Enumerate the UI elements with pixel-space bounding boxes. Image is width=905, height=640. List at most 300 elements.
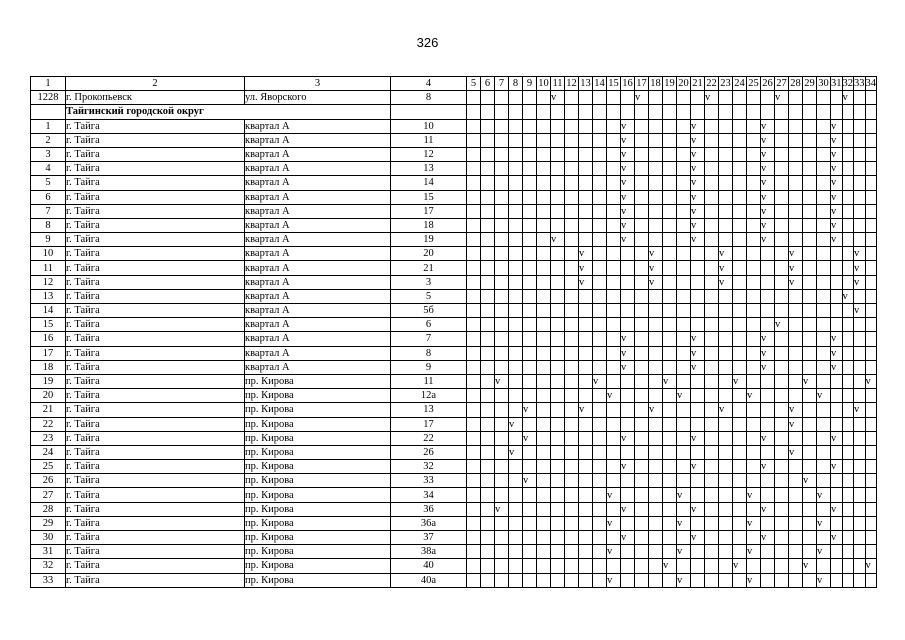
house-cell: 5 (391, 289, 467, 303)
house-cell: 12а (391, 389, 467, 403)
empty-cell (803, 119, 817, 133)
empty-cell (481, 531, 495, 545)
empty-cell (523, 233, 537, 247)
empty-cell (817, 559, 831, 573)
empty-cell (775, 261, 789, 275)
street-cell: ул. Яворского (245, 91, 391, 105)
empty-cell (775, 289, 789, 303)
house-cell: 33 (391, 474, 467, 488)
row-number: 31 (31, 545, 66, 559)
empty-cell (733, 431, 747, 445)
empty-cell (621, 261, 635, 275)
check-mark: v (621, 233, 635, 247)
empty-cell (649, 176, 663, 190)
table-row (31, 119, 877, 133)
empty-cell (607, 417, 621, 431)
empty-cell (593, 162, 607, 176)
empty-cell (677, 417, 691, 431)
empty-cell (842, 374, 854, 388)
empty-cell (854, 176, 866, 190)
empty-cell (565, 445, 579, 459)
empty-cell (663, 516, 677, 530)
empty-cell (593, 289, 607, 303)
street-cell: квартал А (245, 218, 391, 232)
empty-cell (593, 133, 607, 147)
row-number: 20 (31, 389, 66, 403)
check-mark: v (635, 91, 649, 105)
empty-cell (481, 545, 495, 559)
empty-cell (803, 360, 817, 374)
check-mark: v (761, 190, 775, 204)
empty-cell (775, 176, 789, 190)
check-mark: v (621, 162, 635, 176)
empty-cell (607, 502, 621, 516)
header-cell: 22 (706, 78, 717, 90)
empty-cell (579, 516, 593, 530)
empty-cell (663, 119, 677, 133)
empty-cell (481, 474, 495, 488)
city-cell: г. Тайга (66, 389, 245, 403)
city-cell: г. Прокопьевск (66, 91, 245, 105)
empty-cell (523, 261, 537, 275)
page-number: 326 (416, 35, 439, 50)
empty-cell (607, 261, 621, 275)
empty-cell (579, 176, 593, 190)
check-mark: v (663, 559, 677, 573)
empty-cell (551, 417, 565, 431)
empty-cell (663, 162, 677, 176)
empty-cell (565, 531, 579, 545)
house-cell: 9 (391, 360, 467, 374)
empty-cell (854, 445, 866, 459)
empty-cell (467, 119, 481, 133)
empty-cell (854, 233, 866, 247)
empty-cell (761, 573, 775, 587)
empty-cell (705, 247, 719, 261)
empty-cell (649, 133, 663, 147)
empty-cell (635, 176, 649, 190)
check-mark: v (803, 474, 817, 488)
empty-cell (607, 431, 621, 445)
empty-cell (551, 516, 565, 530)
empty-cell (842, 190, 854, 204)
empty-cell (747, 531, 761, 545)
empty-cell (691, 559, 705, 573)
empty-cell (775, 445, 789, 459)
empty-cell (677, 403, 691, 417)
empty-cell (607, 105, 621, 119)
empty-cell (817, 445, 831, 459)
empty-cell (607, 289, 621, 303)
city-cell: г. Тайга (66, 417, 245, 431)
empty-cell (733, 304, 747, 318)
empty-cell (565, 318, 579, 332)
empty-cell (593, 389, 607, 403)
city-cell: г. Тайга (66, 247, 245, 261)
empty-cell (677, 431, 691, 445)
empty-cell (691, 261, 705, 275)
check-mark: v (747, 389, 761, 403)
empty-cell (705, 147, 719, 161)
empty-cell (761, 374, 775, 388)
empty-cell (481, 162, 495, 176)
empty-cell (733, 275, 747, 289)
table-row (31, 417, 877, 431)
empty-cell (854, 147, 866, 161)
empty-cell (719, 332, 733, 346)
empty-cell (579, 431, 593, 445)
street-cell: квартал А (245, 304, 391, 318)
empty-cell (635, 289, 649, 303)
empty-cell (565, 275, 579, 289)
empty-cell (551, 318, 565, 332)
empty-cell (817, 218, 831, 232)
row-number: 15 (31, 318, 66, 332)
empty-cell (677, 91, 691, 105)
empty-cell (817, 318, 831, 332)
empty-cell (551, 289, 565, 303)
table-row (31, 332, 877, 346)
empty-cell (803, 275, 817, 289)
table-row (31, 573, 877, 587)
empty-cell (747, 403, 761, 417)
empty-cell (817, 502, 831, 516)
empty-cell (523, 488, 537, 502)
empty-cell (831, 275, 843, 289)
empty-cell (842, 573, 854, 587)
empty-cell (775, 460, 789, 474)
check-mark: v (523, 474, 537, 488)
row-number: 29 (31, 516, 66, 530)
empty-cell (635, 304, 649, 318)
empty-cell (775, 531, 789, 545)
street-cell: квартал А (245, 346, 391, 360)
empty-cell (509, 374, 523, 388)
street-cell: пр. Кирова (245, 502, 391, 516)
empty-cell (495, 474, 509, 488)
empty-cell (747, 204, 761, 218)
empty-cell (854, 531, 866, 545)
empty-cell (607, 275, 621, 289)
check-mark: v (509, 417, 523, 431)
empty-cell (733, 502, 747, 516)
empty-cell (523, 247, 537, 261)
empty-cell (635, 190, 649, 204)
house-cell: 17 (391, 417, 467, 431)
street-cell: квартал А (245, 204, 391, 218)
row-number: 11 (31, 261, 66, 275)
city-cell: г. Тайга (66, 318, 245, 332)
empty-cell (495, 275, 509, 289)
empty-cell (663, 417, 677, 431)
empty-cell (537, 460, 551, 474)
empty-cell (509, 289, 523, 303)
empty-cell (854, 105, 866, 119)
empty-cell (789, 119, 803, 133)
empty-cell (551, 403, 565, 417)
street-cell: квартал А (245, 119, 391, 133)
empty-cell (467, 91, 481, 105)
empty-cell (593, 474, 607, 488)
empty-cell (481, 247, 495, 261)
empty-cell (705, 105, 719, 119)
empty-cell (677, 360, 691, 374)
empty-cell (467, 233, 481, 247)
empty-cell (523, 389, 537, 403)
empty-cell (551, 474, 565, 488)
empty-cell (621, 275, 635, 289)
empty-cell (691, 573, 705, 587)
empty-cell (747, 275, 761, 289)
empty-cell (579, 374, 593, 388)
empty-cell (467, 445, 481, 459)
check-mark: v (719, 403, 733, 417)
empty-cell (551, 573, 565, 587)
street-cell: пр. Кирова (245, 516, 391, 530)
empty-cell (593, 318, 607, 332)
empty-cell (719, 147, 733, 161)
empty-cell (523, 360, 537, 374)
empty-cell (523, 318, 537, 332)
empty-cell (803, 445, 817, 459)
empty-cell (803, 502, 817, 516)
check-mark: v (831, 133, 843, 147)
empty-cell (565, 516, 579, 530)
empty-cell (803, 516, 817, 530)
empty-cell (831, 389, 843, 403)
table-row (31, 304, 877, 318)
street-cell: квартал А (245, 289, 391, 303)
empty-cell (579, 218, 593, 232)
table-row (31, 531, 877, 545)
check-mark: v (854, 275, 866, 289)
empty-cell (677, 346, 691, 360)
check-mark: v (761, 460, 775, 474)
table-row (31, 318, 877, 332)
empty-cell (677, 261, 691, 275)
empty-cell (719, 460, 733, 474)
check-mark: v (803, 374, 817, 388)
street-cell: пр. Кирова (245, 417, 391, 431)
empty-cell (705, 474, 719, 488)
empty-cell (495, 261, 509, 275)
empty-cell (565, 389, 579, 403)
empty-cell (865, 417, 877, 431)
empty-cell (761, 445, 775, 459)
empty-cell (509, 389, 523, 403)
empty-cell (691, 417, 705, 431)
check-mark: v (691, 218, 705, 232)
empty-cell (677, 318, 691, 332)
check-mark: v (691, 176, 705, 190)
empty-cell (677, 502, 691, 516)
empty-cell (481, 218, 495, 232)
empty-cell (789, 91, 803, 105)
empty-cell (663, 531, 677, 545)
row-number: 26 (31, 474, 66, 488)
check-mark: v (621, 502, 635, 516)
empty-cell (481, 119, 495, 133)
empty-cell (467, 346, 481, 360)
empty-cell (663, 204, 677, 218)
check-mark: v (691, 233, 705, 247)
empty-cell (719, 559, 733, 573)
empty-cell (854, 389, 866, 403)
check-mark: v (747, 516, 761, 530)
check-mark: v (509, 445, 523, 459)
empty-cell (865, 233, 877, 247)
city-cell: г. Тайга (66, 176, 245, 190)
empty-cell (677, 445, 691, 459)
city-cell: г. Тайга (66, 573, 245, 587)
empty-cell (537, 204, 551, 218)
empty-cell (509, 531, 523, 545)
empty-cell (705, 176, 719, 190)
row-number: 1 (31, 119, 66, 133)
table-row (31, 176, 877, 190)
empty-cell (747, 502, 761, 516)
empty-cell (593, 516, 607, 530)
empty-cell (719, 374, 733, 388)
empty-cell (691, 488, 705, 502)
row-number: 27 (31, 488, 66, 502)
empty-cell (705, 445, 719, 459)
empty-cell (789, 474, 803, 488)
empty-cell (705, 204, 719, 218)
row-number: 8 (31, 218, 66, 232)
empty-cell (705, 545, 719, 559)
empty-cell (481, 417, 495, 431)
empty-cell (551, 389, 565, 403)
empty-cell (649, 573, 663, 587)
empty-cell (831, 105, 843, 119)
empty-cell (607, 162, 621, 176)
empty-cell (509, 275, 523, 289)
check-mark: v (579, 247, 593, 261)
empty-cell (842, 218, 854, 232)
empty-cell (621, 374, 635, 388)
empty-cell (854, 162, 866, 176)
empty-cell (842, 360, 854, 374)
header-cell: 7 (495, 77, 509, 91)
street-cell: пр. Кирова (245, 545, 391, 559)
header-cell: 21 (692, 78, 703, 90)
empty-cell (537, 431, 551, 445)
empty-cell (865, 531, 877, 545)
row-number: 12 (31, 275, 66, 289)
house-cell: 40а (391, 573, 467, 587)
empty-cell (865, 360, 877, 374)
empty-cell (481, 460, 495, 474)
empty-cell (842, 346, 854, 360)
empty-cell (481, 190, 495, 204)
empty-cell (854, 332, 866, 346)
empty-cell (649, 304, 663, 318)
empty-cell (747, 431, 761, 445)
empty-cell (593, 190, 607, 204)
header-cell: 31 (831, 78, 842, 90)
header-cell: 17 (636, 78, 647, 90)
empty-cell (817, 460, 831, 474)
empty-cell (705, 460, 719, 474)
empty-cell (565, 304, 579, 318)
empty-cell (607, 403, 621, 417)
empty-cell (733, 360, 747, 374)
empty-cell (635, 261, 649, 275)
table-row (31, 460, 877, 474)
empty-cell (719, 531, 733, 545)
empty-cell (854, 91, 866, 105)
check-mark: v (691, 502, 705, 516)
empty-cell (789, 318, 803, 332)
empty-cell (551, 374, 565, 388)
empty-cell (719, 488, 733, 502)
check-mark: v (621, 176, 635, 190)
empty-cell (565, 133, 579, 147)
empty-cell (865, 133, 877, 147)
empty-cell (551, 445, 565, 459)
city-cell: г. Тайга (66, 162, 245, 176)
empty-cell (865, 460, 877, 474)
empty-cell (467, 190, 481, 204)
header-cell: 20 (678, 78, 689, 90)
empty-cell (677, 176, 691, 190)
empty-cell (635, 559, 649, 573)
empty-cell (775, 346, 789, 360)
empty-cell (761, 91, 775, 105)
empty-cell (635, 417, 649, 431)
empty-cell (842, 176, 854, 190)
empty-cell (509, 573, 523, 587)
empty-cell (565, 573, 579, 587)
row-number: 2 (31, 133, 66, 147)
empty-cell (747, 247, 761, 261)
empty-cell (705, 332, 719, 346)
header-cell: 28 (790, 78, 801, 90)
empty-cell (467, 374, 481, 388)
empty-cell (775, 573, 789, 587)
empty-cell (649, 502, 663, 516)
empty-cell (803, 289, 817, 303)
empty-cell (842, 488, 854, 502)
house-cell: 32 (391, 460, 467, 474)
empty-cell (607, 133, 621, 147)
empty-cell (481, 133, 495, 147)
empty-cell (635, 204, 649, 218)
empty-cell (551, 176, 565, 190)
empty-cell (761, 105, 775, 119)
empty-cell (865, 488, 877, 502)
empty-cell (842, 403, 854, 417)
table-row (31, 431, 877, 445)
empty-cell (481, 91, 495, 105)
empty-cell (663, 460, 677, 474)
empty-cell (677, 304, 691, 318)
empty-cell (509, 431, 523, 445)
empty-cell (509, 559, 523, 573)
empty-cell (467, 176, 481, 190)
city-cell: г. Тайга (66, 531, 245, 545)
empty-cell (481, 304, 495, 318)
empty-cell (537, 332, 551, 346)
empty-cell (677, 133, 691, 147)
row-number: 33 (31, 573, 66, 587)
empty-cell (495, 389, 509, 403)
empty-cell (523, 162, 537, 176)
empty-cell (775, 190, 789, 204)
empty-cell (537, 445, 551, 459)
empty-cell (607, 304, 621, 318)
